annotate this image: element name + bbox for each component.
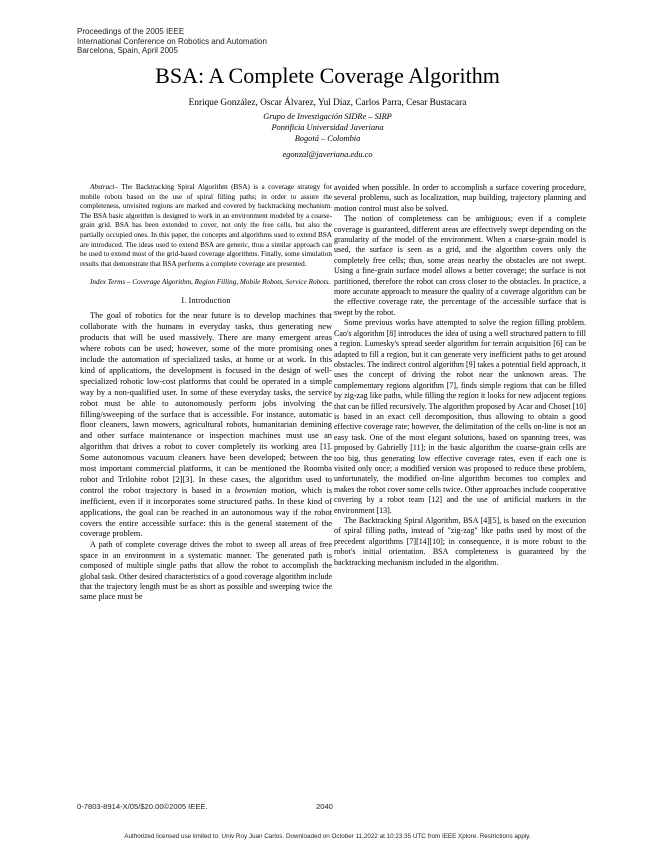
intro-paragraph-1 — [80, 311, 332, 540]
intro-p1-part-a: The goal of robotics for the near future is to develop machines that collaborate with the humans in everyday tasks, thus generating new products that will be used massively. There are many emergent areas where robots can be used; however, some of the more promising ones include the automation of specialized tasks, at home or at work. In this kind of applications, the development is focused in the design of well-specialized robotic low-cost platforms that could be operated in a simple way by a non-qualified user. In some of these everyday tasks, the service robot must be able to autonomously perform jobs involving the filling/sweeping of the surface that is accessible. For instance, automatic floor cleaners, lawn mowers, agricultural robots, humanitarian demining and other surface maintenance or inspection machines must use an algorithm that drives a robot to cover completely its working area [1]. Some autonomous vacuum cleaners have been developed; between the most important commercial platforms, it can be mentioned the Roomba robot and Trilobite robot [2][3]. In these cases, the algorithm used to control the robot trajectory is based in a — [80, 311, 332, 495]
affiliation-block — [0, 111, 655, 160]
left-column — [80, 183, 332, 603]
intro-p1-emphasis: brownian — [234, 485, 267, 495]
affiliation-group: Grupo de Investigación SIDRe – SIRP — [263, 112, 392, 121]
proceedings-header — [77, 27, 267, 56]
header-line-1: Proceedings of the 2005 IEEE — [77, 27, 185, 36]
footer-isbn: 0-7803-8914-X/05/$20.00©2005 IEEE. — [77, 802, 208, 811]
author-email: egonzal@javeriana.edu.co — [282, 150, 373, 159]
affiliation-city: Bogotá – Colombia — [294, 134, 361, 143]
author-list: Enrique González, Oscar Álvarez, Yul Díaz, Carlos Parra, Cesar Bustacara — [188, 98, 467, 108]
intro-paragraph-2: A path of complete coverage drives the robot to sweep all areas of free space in an environment in a systematic manner. The generated path is composed of multiple single paths that allow the robot to accomplish the global task. Other desired characteristics of a good coverage algorithm include that the trajectory length must be as short as possible and sweeping twice the same place must be — [80, 540, 332, 602]
intro-p1-part-b: motion, which is inefficient, even if it incorporates some structured paths. In these kind of applications, the goal can be reached in an autonomous way if the robot covers the entire accessible surface: this is the general statement of the coverage problem. — [80, 485, 332, 539]
affiliation-university: Pontificia Universidad Javeriana — [271, 123, 384, 132]
section-heading: I. Introduction — [181, 295, 231, 305]
paper-title: BSA: A Complete Coverage Algorithm — [155, 63, 500, 88]
intro-paragraph-3: The notion of completeness can be ambiguous; even if a complete coverage is guaranteed, different areas are effectively swept depending on the granularity of the model of the environment. When a coarse-grain model is used, the surface is seen as a grid, and the algorithm covers only the completely free cells; thus, some areas nearby the obstacles are not swept. Using a fine-grain surface model allows a better coverage; the surface is not partitioned, therefore the robot can cross closer to the obstacles. In practice, a more accurate approach to measure the quality of a coverage algorithm can be the effective coverage rate, the percentage of the accessible surface that is swept by the robot. — [334, 214, 586, 317]
page-number: 2040 — [316, 802, 333, 811]
index-terms: Index Terms – Coverage Algorithm, Region Filling, Mobile Robots, Service Robots. — [90, 278, 331, 287]
right-column — [334, 183, 586, 568]
license-notice: Authorized licensed use limited to: Univ Roy Juan Carlos. Downloaded on October 11,2022 at 10:23:35 UTC from IEEE Xplore. Restrictions apply. — [124, 833, 531, 840]
header-line-2: International Conference on Robotics and Automation — [77, 36, 267, 46]
intro-paragraph-4: Some previous works have attempted to solve the region filling problem. Cao's algorithm [8] introduces the idea of using a well structured pattern to fill a region. Lumesky's spread seeder algorithm for terrain acquisition [6] can be adapted to fill a region, but it can generate very inefficient paths to get around obstacles. The indirect control algorithm [9] takes a potential field approach, it uses the concept of driving the robot near the unknown areas. The complementary regions algorithm [7], finds simple regions that can be filled by zig-zag like paths, while filling the region it looks for new adjacent regions that can be filled recursively. The algorithm proposed by Acar and Choset [10] is based in an exact cell decomposition, thus allowing to obtain a good effective coverage rate; however, the delimitation of the cells on-line is not an easy task. One of the most elegant solutions, based on spanning trees, was proposed by Gabrielly [11]; in the basic algorithm the coarse-grain cells are too big, thus generating low effective coverage rates, even if each one is visited only once; a modified version was proposed to reduce these problem, unfortunately, the modified on-line algorithm becomes too complex and makes the robot cover some cells twice. Other approaches include cooperative covering by a robot team [12] and the use of artificial markers in the environment [13]. — [334, 318, 586, 515]
intro-paragraph-5: The Backtracking Spiral Algorithm, BSA [4][5], is based on the execution of spiral filling paths, instead of "zig-zag" like paths used by most of the precedent algorithms [7][14][10]; in consequence, it is more robust to the robot's initial orientation. BSA completeness is guaranteed by the backtracking mechanism included in the algorithm. — [334, 516, 586, 567]
abstract-text: – The Backtracking Spiral Algorithm (BSA) is a coverage strategy for mobile robots based on the use of spiral filling paths; in order to assure the completeness, unvisited regions are marked and covered by backtracking mechanism. The BSA basic algorithm is designed to work in an environment modeled by a coarse-grain grid. BSA has been extended to cover, not only the free cells, but also the partially occupied ones. In this paper, the concepts and algorithms used to extend BSA are introduced. The ideas used to extend BSA are generic, thus a similar approach can be used to extend most of the grid-based coverage algorithms. Finally, some simulation results that demonstrate that BSA performs a complete coverage are presented. — [80, 183, 332, 268]
intro-paragraph-2-continued: avoided when possible. In order to accomplish a surface covering procedure, several problems, such as localization, map building, trajectory planning and motion control must also be solved. — [334, 183, 586, 213]
header-line-3: Barcelona, Spain, April 2005 — [77, 46, 178, 55]
abstract-label: Abstract — [90, 183, 115, 191]
abstract — [80, 183, 332, 269]
